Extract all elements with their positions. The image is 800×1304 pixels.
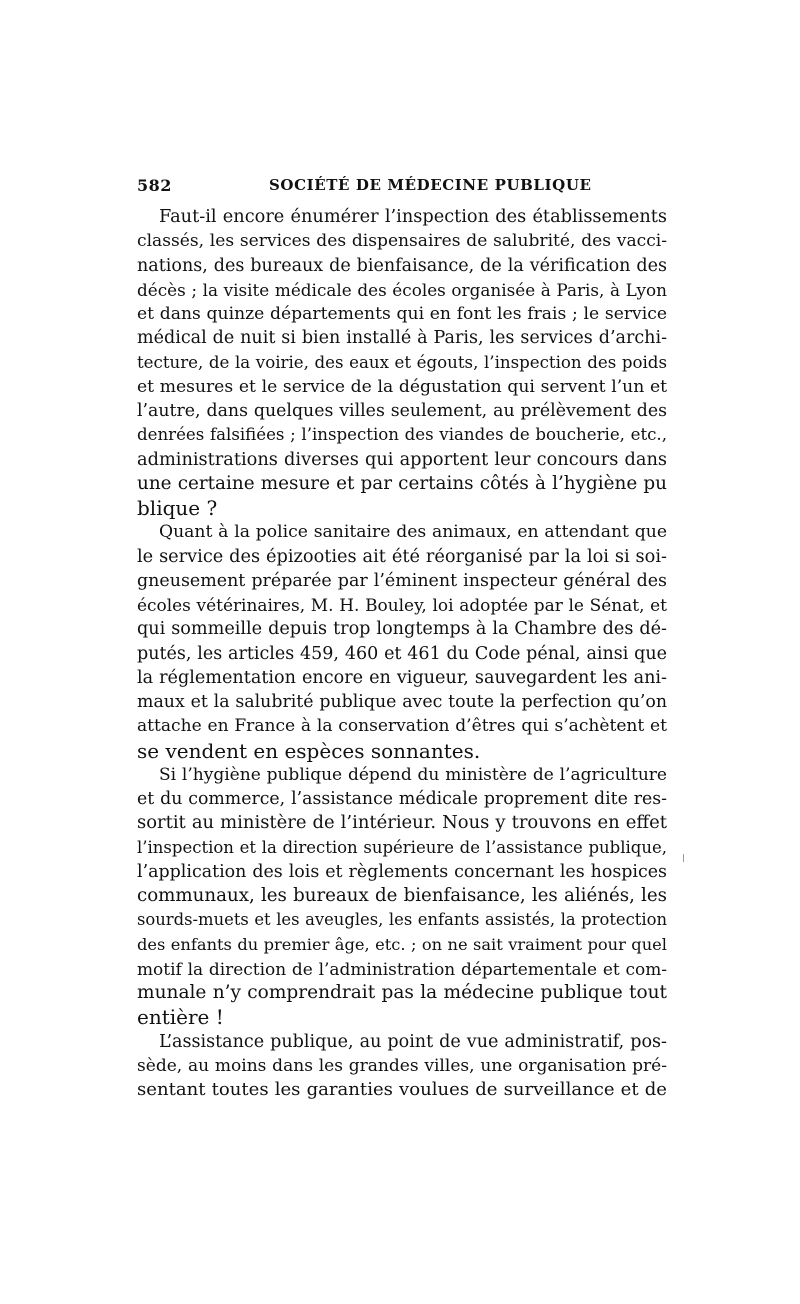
paragraph-1	[137, 205, 667, 520]
paragraph-4	[137, 1030, 667, 1103]
text-line: l’application des lois et règlements concernant les hospices	[137, 861, 667, 882]
text-line: L’assistance publique, au point de vue administratif, pos-	[159, 1031, 667, 1052]
body-text	[137, 205, 667, 1102]
text-line: des enfants du premier âge, etc. ; on ne sait vraiment pour quel	[137, 934, 667, 954]
running-title: SOCIÉTÉ DE MÉDECINE PUBLIQUE	[269, 176, 592, 194]
paragraph-2	[137, 520, 667, 763]
text-line: médical de nuit si bien installé à Paris, les services d’archi-	[137, 328, 667, 349]
text-line: administrations diverses qui apportent leur concours dans	[137, 449, 667, 470]
text-line: une certaine mesure et par certains côtés à l’hygiène pu	[137, 472, 667, 494]
page-header	[137, 176, 667, 200]
text-line: denrées falsifiées ; l’inspection des viandes de boucherie, etc.,	[137, 425, 667, 445]
paragraph-3	[137, 763, 667, 1030]
text-line: écoles vétérinaires, M. H. Bouley, loi adoptée par le Sénat, et	[137, 595, 667, 615]
text-line: maux et la salubrité publique avec toute la perfection qu’on	[137, 692, 667, 712]
text-line: sentant toutes les garanties voulues de surveillance et de	[137, 1079, 667, 1100]
text-line: la réglementation encore en vigueur, sauvegardent les ani-	[137, 667, 667, 688]
page-number: 582	[137, 176, 172, 195]
text-line: qui sommeille depuis trop longtemps à la Chambre des dé-	[137, 619, 667, 640]
text-line: putés, les articles 459, 460 et 461 du Code pénal, ainsi que	[137, 643, 667, 664]
text-line: sède, au moins dans les grandes villes, une organisation pré-	[137, 1055, 667, 1076]
text-line: attache en France à la conservation d’êtres qui s’achètent et	[137, 716, 667, 737]
text-line: motif la direction de l’administration départementale et com-	[137, 958, 667, 979]
text-line: gneusement préparée par l’éminent inspecteur général des	[137, 570, 667, 591]
text-line: le service des épizooties ait été réorganisé par la loi si soi-	[137, 546, 667, 567]
text-line: Quant à la police sanitaire des animaux, en attendant que	[159, 522, 667, 543]
text-line: et mesures et le service de la dégustation qui servent l’un et	[137, 376, 667, 397]
text-line: communaux, les bureaux de bienfaisance, les aliénés, les	[137, 885, 667, 906]
text-line: et dans quinze départements qui en font les frais ; le service	[137, 304, 667, 324]
text-line: sortit au ministère de l’intérieur. Nous y trouvons en effet	[137, 812, 667, 834]
text-line: Si l’hygiène publique dépend du ministère de l’agriculture	[159, 764, 667, 785]
text-line: munale n’y comprendrait pas la médecine publique tout	[137, 982, 667, 1003]
margin-mark	[683, 854, 684, 862]
text-line: entière !	[137, 1005, 224, 1030]
text-line: Faut-il encore énumérer l’inspection des établissements	[159, 207, 667, 227]
text-line: sourds-muets et les aveugles, les enfants assistés, la protection	[137, 910, 667, 930]
text-line: nations, des bureaux de bienfaisance, de la vérification des	[137, 255, 667, 276]
text-line: classés, les services des dispensaires de salubrité, des vacci-	[137, 231, 667, 252]
text-line: se vendent en espèces sonnantes.	[137, 738, 481, 763]
text-line: blique ?	[137, 496, 218, 520]
text-line: tecture, de la voirie, des eaux et égouts, l’inspection des poids	[137, 352, 667, 372]
text-line: l’inspection et la direction supérieure de l’assistance publique,	[137, 837, 667, 857]
text-line: décès ; la visite médicale des écoles organisée à Paris, à Lyon	[137, 279, 667, 300]
text-line: l’autre, dans quelques villes seulement, au prélèvement des	[137, 401, 667, 421]
text-line: et du commerce, l’assistance médicale proprement dite res-	[137, 789, 667, 809]
